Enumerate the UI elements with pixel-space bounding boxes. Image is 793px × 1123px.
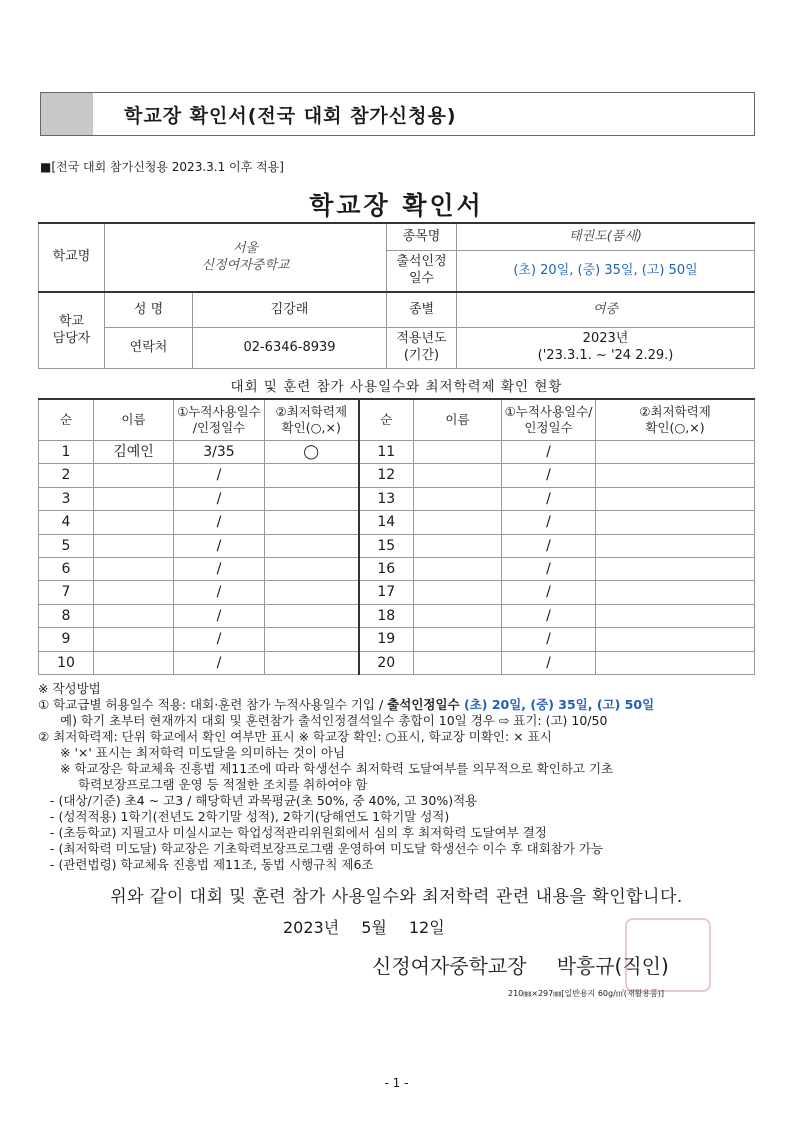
header-days-right	[502, 399, 596, 441]
note-2: ② 최저학력제: 단위 학교에서 확인 여부만 표시 ※ 학교장 확인: ○표시, 학교장 미확인: × 표시	[38, 729, 552, 744]
row-check	[265, 534, 359, 557]
row-no: 6	[39, 557, 94, 580]
table-row	[39, 464, 755, 487]
row-name	[94, 557, 174, 580]
notes-title: ※ 작성방법	[38, 681, 101, 696]
row-no-right: 16	[359, 557, 414, 580]
row-days-right: /	[502, 441, 596, 464]
row-check	[265, 581, 359, 604]
row-check-right	[596, 604, 755, 627]
signature-name: 박흥규(직인)	[556, 954, 669, 978]
row-no-right: 15	[359, 534, 414, 557]
row-days-right: /	[502, 604, 596, 627]
row-no-right: 20	[359, 651, 414, 674]
school-info-table	[38, 222, 755, 369]
row-check	[265, 511, 359, 534]
row-no: 8	[39, 604, 94, 627]
row-days-right: /	[502, 581, 596, 604]
row-name	[94, 628, 174, 651]
header-check	[265, 399, 359, 441]
note-1-example: 예) 학기 초부터 현재까지 대회 및 훈련참가 출석인정결석일수 총합이 10일 경우 ⇨ 표기: (고) 10/50	[60, 713, 608, 728]
row-no: 9	[39, 628, 94, 651]
row-name-right	[414, 604, 502, 627]
year-label	[387, 328, 457, 369]
date-year: 2023년	[283, 918, 340, 937]
header-gray-block	[41, 93, 93, 135]
detail-4: - (최저학력 미도달) 학교장은 기초학력보장프로그램 운영하여 미도달 학생선수 이수 후 대회참가 가능	[50, 841, 604, 856]
header-no: 순	[39, 399, 94, 441]
row-no: 1	[39, 441, 94, 464]
year-period: ('23.3.1. ~ '24 2.29.)	[537, 348, 674, 363]
row-check-right	[596, 651, 755, 674]
row-days-right: /	[502, 651, 596, 674]
row-name-right	[414, 534, 502, 557]
row-no: 3	[39, 487, 94, 510]
row-no-right: 11	[359, 441, 414, 464]
header-days-line1: ①누적사용일수	[177, 403, 261, 419]
school-region: 서울	[232, 240, 259, 256]
row-name	[94, 487, 174, 510]
attend-label-line2: 일수	[408, 271, 435, 286]
manager-label	[39, 292, 105, 369]
row-days-right: /	[502, 464, 596, 487]
name-value: 김강래	[193, 292, 387, 328]
row-days: /	[174, 534, 265, 557]
row-no: 10	[39, 651, 94, 674]
row-check-right	[596, 487, 755, 510]
detail-3: - (초등학교) 지필고사 미실시교는 학업성적관리위원회에서 심의 후 최저학력 도달여부 결정	[50, 825, 547, 840]
contact-label: 연락처	[105, 328, 193, 369]
usage-caption: 대회 및 훈련 참가 사용일수와 최저학력제 확인 현황	[230, 379, 563, 395]
paper-spec: 210㎜×297㎜[일반용지 60g/㎡(재활용품)]	[508, 989, 665, 998]
event-value: 태권도(품새)	[457, 223, 755, 251]
row-days: /	[174, 628, 265, 651]
year-label-line1: 적용년도	[396, 331, 447, 347]
row-name: 김예인	[94, 441, 174, 464]
header-days-line2: /인정일수	[192, 420, 246, 435]
category-label: 종별	[387, 292, 457, 328]
row-days: 3/35	[174, 441, 265, 464]
row-days-right: /	[502, 628, 596, 651]
row-no: 4	[39, 511, 94, 534]
table-row	[39, 628, 755, 651]
row-check-right	[596, 464, 755, 487]
manager-label-line1: 학교	[58, 313, 85, 329]
name-label: 성 명	[105, 292, 193, 328]
table-row	[39, 511, 755, 534]
row-check-right	[596, 511, 755, 534]
row-days-right: /	[502, 534, 596, 557]
row-check: ◯	[265, 441, 359, 464]
header-check-line2: 확인(○,×)	[281, 420, 341, 435]
table-row	[39, 557, 755, 580]
header-check-right-line2: 확인(○,×)	[645, 420, 705, 435]
header-days-right-line2: 인정일수	[524, 420, 573, 435]
row-no: 2	[39, 464, 94, 487]
row-days-right: /	[502, 487, 596, 510]
row-check-right	[596, 628, 755, 651]
attend-value: (초) 20일, (중) 35일, (고) 50일	[457, 251, 755, 293]
signature-school: 신정여자중학교장	[372, 954, 527, 978]
detail-5: - (관련법령) 학교체육 진흥법 제11조, 동법 시행규칙 제6조	[50, 857, 374, 872]
table-row	[39, 604, 755, 627]
row-check-right	[596, 581, 755, 604]
table-row	[39, 441, 755, 464]
row-check	[265, 557, 359, 580]
detail-2: - (성적적용) 1학기(전년도 2학기말 성적), 2학기(당해연도 1학기말 성적)	[50, 809, 450, 824]
row-name	[94, 604, 174, 627]
row-name-right	[414, 441, 502, 464]
usage-table	[38, 398, 755, 675]
table-row	[39, 581, 755, 604]
row-check	[265, 628, 359, 651]
date-day: 12일	[408, 918, 445, 937]
row-days: /	[174, 651, 265, 674]
table-row	[39, 651, 755, 674]
row-no-right: 18	[359, 604, 414, 627]
row-no-right: 17	[359, 581, 414, 604]
school-name: 신정여자중학교	[201, 257, 290, 273]
row-name	[94, 534, 174, 557]
row-name	[94, 581, 174, 604]
row-name-right	[414, 557, 502, 580]
header-no-right: 순	[359, 399, 414, 441]
document-title: 학교장 확인서	[309, 191, 484, 220]
issue-date	[283, 915, 467, 938]
row-days: /	[174, 581, 265, 604]
row-no-right: 14	[359, 511, 414, 534]
detail-1: - (대상/기준) 초4 ~ 고3 / 해당학년 과목평균(초 50%, 중 40%, 고 30%)적용	[50, 793, 478, 808]
note-2-b2: 학력보장프로그램 운영 등 적절한 조치를 취하여야 함	[78, 777, 368, 792]
row-days-right: /	[502, 557, 596, 580]
header-days-right-line1: ①누적사용일수/	[504, 403, 593, 419]
row-name-right	[414, 581, 502, 604]
row-days: /	[174, 487, 265, 510]
year-label-line2: (기간)	[403, 348, 440, 363]
row-check	[265, 464, 359, 487]
row-days-right: /	[502, 511, 596, 534]
note-1-a: ① 학교급별 허용일수 적용: 대회·훈련 참가 누적사용일수 기입 /	[38, 697, 388, 712]
header-name-right: 이름	[414, 399, 502, 441]
year-value-main: 2023년	[582, 331, 629, 347]
header-name: 이름	[94, 399, 174, 441]
row-check	[265, 651, 359, 674]
row-no-right: 19	[359, 628, 414, 651]
note-1-b: 출석인정일수	[387, 697, 464, 712]
row-no: 7	[39, 581, 94, 604]
note-1-c: (초) 20일, (중) 35일, (고) 50일	[463, 697, 655, 712]
row-no: 5	[39, 534, 94, 557]
year-value	[457, 328, 755, 369]
date-month: 5월	[361, 918, 387, 937]
instructions	[38, 681, 758, 873]
header-days	[174, 399, 265, 441]
note-1	[38, 697, 758, 713]
confirmation-text: 위와 같이 대회 및 훈련 참가 사용일수와 최저학력 관련 내용을 확인합니다.	[110, 887, 683, 907]
row-name-right	[414, 651, 502, 674]
row-name-right	[414, 464, 502, 487]
row-days: /	[174, 464, 265, 487]
school-value	[105, 223, 387, 292]
table-row	[39, 534, 755, 557]
row-check-right	[596, 441, 755, 464]
header-check-right	[596, 399, 755, 441]
row-days: /	[174, 511, 265, 534]
row-check-right	[596, 534, 755, 557]
category-value: 여중	[457, 292, 755, 328]
attend-label	[387, 251, 457, 293]
row-name-right	[414, 487, 502, 510]
row-days: /	[174, 604, 265, 627]
row-check	[265, 604, 359, 627]
event-label: 종목명	[387, 223, 457, 251]
header-check-line1: ②최저학력제	[275, 403, 348, 419]
row-name	[94, 511, 174, 534]
row-days: /	[174, 557, 265, 580]
subheader: ■[전국 대회 참가신청용 2023.3.1 이후 적용]	[40, 160, 284, 174]
page-number: - 1 -	[384, 1076, 409, 1090]
note-2-a: ※ '×' 표시는 최저학력 미도달을 의미하는 것이 아님	[60, 745, 346, 760]
table-row	[39, 487, 755, 510]
row-name	[94, 464, 174, 487]
row-name-right	[414, 511, 502, 534]
school-label: 학교명	[39, 223, 105, 292]
row-name	[94, 651, 174, 674]
row-no-right: 12	[359, 464, 414, 487]
row-check-right	[596, 557, 755, 580]
row-no-right: 13	[359, 487, 414, 510]
form-header-title: 학교장 확인서(전국 대회 참가신청용)	[124, 105, 457, 127]
manager-label-line2: 담당자	[52, 330, 91, 346]
note-2-b1: ※ 학교장은 학교체육 진흥법 제11조에 따라 학생선수 최저학력 도달여부를 의무적으로 확인하고 기초	[60, 761, 614, 776]
row-check	[265, 487, 359, 510]
attend-label-line1: 출석인정	[396, 254, 447, 270]
form-header	[40, 92, 755, 136]
row-name-right	[414, 628, 502, 651]
header-check-right-line1: ②최저학력제	[639, 403, 711, 419]
signature	[372, 950, 699, 979]
contact-value: 02-6346-8939	[193, 328, 387, 369]
